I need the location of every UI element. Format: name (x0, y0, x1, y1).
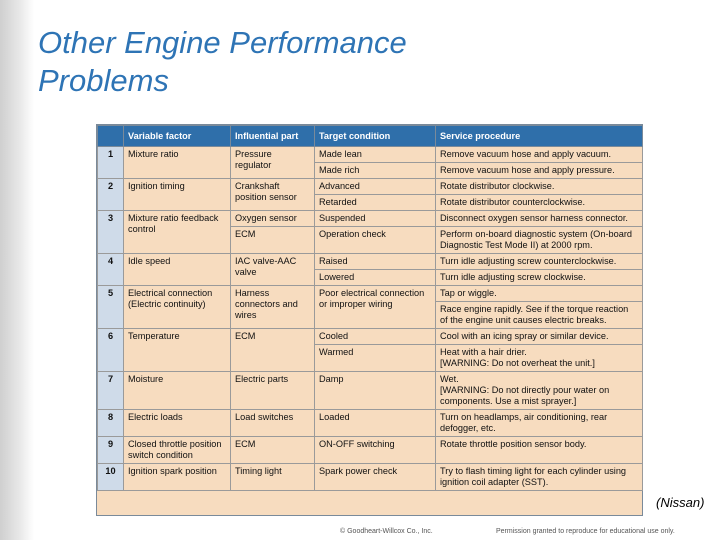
row-number: 10 (98, 464, 124, 491)
table-row (98, 147, 643, 163)
variable-factor-cell: Ignition spark position (124, 464, 231, 491)
target-condition-cell: Lowered (315, 270, 436, 286)
variable-factor-cell: Ignition timing (124, 179, 231, 211)
warning-text: [WARNING: Do not directly pour water on components. Use a mist sprayer.] (440, 385, 610, 406)
diagnosis-table (97, 125, 643, 491)
slide-title: Other Engine Performance Problems (38, 25, 407, 98)
target-condition-cell: Warmed (315, 345, 436, 372)
row-number: 1 (98, 147, 124, 179)
slide-left-gradient-bar (0, 0, 34, 540)
target-condition-cell: Spark power check (315, 464, 436, 491)
table-header-row (98, 126, 643, 147)
row-number: 2 (98, 179, 124, 211)
target-condition-cell: Retarded (315, 195, 436, 211)
variable-factor-cell: Electric loads (124, 410, 231, 437)
service-procedure-cell (436, 372, 643, 410)
variable-factor-cell: Idle speed (124, 254, 231, 286)
service-procedure-text: Heat with a hair drier. (440, 347, 527, 357)
row-number: 7 (98, 372, 124, 410)
variable-factor-cell: Closed throttle position switch condition (124, 437, 231, 464)
table-row (98, 179, 643, 195)
influential-part-cell: Harness connectors and wires (231, 286, 315, 329)
row-number: 8 (98, 410, 124, 437)
influential-part-cell: ECM (231, 437, 315, 464)
header-variable-factor: Variable factor (124, 126, 231, 147)
target-condition-cell: Raised (315, 254, 436, 270)
influential-part-cell: Electric parts (231, 372, 315, 410)
service-procedure-cell: Turn idle adjusting screw clockwise. (436, 270, 643, 286)
service-procedure-cell: Turn on headlamps, air conditioning, rear defogger, etc. (436, 410, 643, 437)
header-num (98, 126, 124, 147)
warning-text: [WARNING: Do not overheat the unit.] (440, 358, 595, 368)
target-condition-cell: Advanced (315, 179, 436, 195)
table-row (98, 211, 643, 227)
header-target-condition: Target condition (315, 126, 436, 147)
service-procedure-cell: Remove vacuum hose and apply pressure. (436, 163, 643, 179)
row-number: 6 (98, 329, 124, 372)
service-procedure-cell: Turn idle adjusting screw counterclockwise. (436, 254, 643, 270)
row-number: 4 (98, 254, 124, 286)
influential-part-cell: Crankshaft position sensor (231, 179, 315, 211)
influential-part-cell: ECM (231, 227, 315, 254)
table-row (98, 410, 643, 437)
row-number: 5 (98, 286, 124, 329)
table-row (98, 437, 643, 464)
target-condition-cell: Operation check (315, 227, 436, 254)
influential-part-cell: ECM (231, 329, 315, 372)
target-condition-cell: Suspended (315, 211, 436, 227)
target-condition-cell: Damp (315, 372, 436, 410)
table-row (98, 254, 643, 270)
variable-factor-cell: Mixture ratio (124, 147, 231, 179)
service-procedure-cell: Rotate distributor counterclockwise. (436, 195, 643, 211)
influential-part-cell: Oxygen sensor (231, 211, 315, 227)
service-procedure-cell: Try to flash timing light for each cylinder using ignition coil adapter (SST). (436, 464, 643, 491)
footer-permission: Permission granted to reproduce for educational use only. (496, 528, 675, 535)
header-influential-part: Influential part (231, 126, 315, 147)
influential-part-cell: Timing light (231, 464, 315, 491)
target-condition-cell: Made lean (315, 147, 436, 163)
variable-factor-cell: Moisture (124, 372, 231, 410)
header-service-procedure: Service procedure (436, 126, 643, 147)
table-row (98, 372, 643, 410)
source-note: (Nissan) (656, 495, 705, 510)
influential-part-cell: Pressure regulator (231, 147, 315, 179)
target-condition-cell: ON-OFF switching (315, 437, 436, 464)
influential-part-cell: IAC valve-AAC valve (231, 254, 315, 286)
target-condition-cell: Loaded (315, 410, 436, 437)
service-procedure-cell: Cool with an icing spray or similar device. (436, 329, 643, 345)
service-procedure-cell (436, 345, 643, 372)
target-condition-cell: Poor electrical connection or improper wiring (315, 286, 436, 329)
row-number: 9 (98, 437, 124, 464)
service-procedure-cell: Tap or wiggle. (436, 286, 643, 302)
influential-part-cell: Load switches (231, 410, 315, 437)
service-procedure-text: Wet. (440, 374, 459, 384)
service-procedure-cell: Disconnect oxygen sensor harness connector. (436, 211, 643, 227)
variable-factor-cell: Temperature (124, 329, 231, 372)
service-procedure-cell: Rotate throttle position sensor body. (436, 437, 643, 464)
table-row (98, 464, 643, 491)
table-row (98, 286, 643, 302)
variable-factor-cell: Mixture ratio feedback control (124, 211, 231, 254)
diagnosis-table-container (96, 124, 643, 516)
target-condition-cell: Made rich (315, 163, 436, 179)
service-procedure-cell: Remove vacuum hose and apply vacuum. (436, 147, 643, 163)
footer-copyright: © Goodheart-Willcox Co., Inc. (340, 528, 433, 535)
service-procedure-cell: Rotate distributor clockwise. (436, 179, 643, 195)
service-procedure-cell: Race engine rapidly. See if the torque reaction of the engine unit causes electric breaks. (436, 302, 643, 329)
service-procedure-cell: Perform on-board diagnostic system (On-board Diagnostic Test Mode II) at 2000 rpm. (436, 227, 643, 254)
row-number: 3 (98, 211, 124, 254)
variable-factor-cell: Electrical connection (Electric continuity) (124, 286, 231, 329)
target-condition-cell: Cooled (315, 329, 436, 345)
table-row (98, 329, 643, 345)
